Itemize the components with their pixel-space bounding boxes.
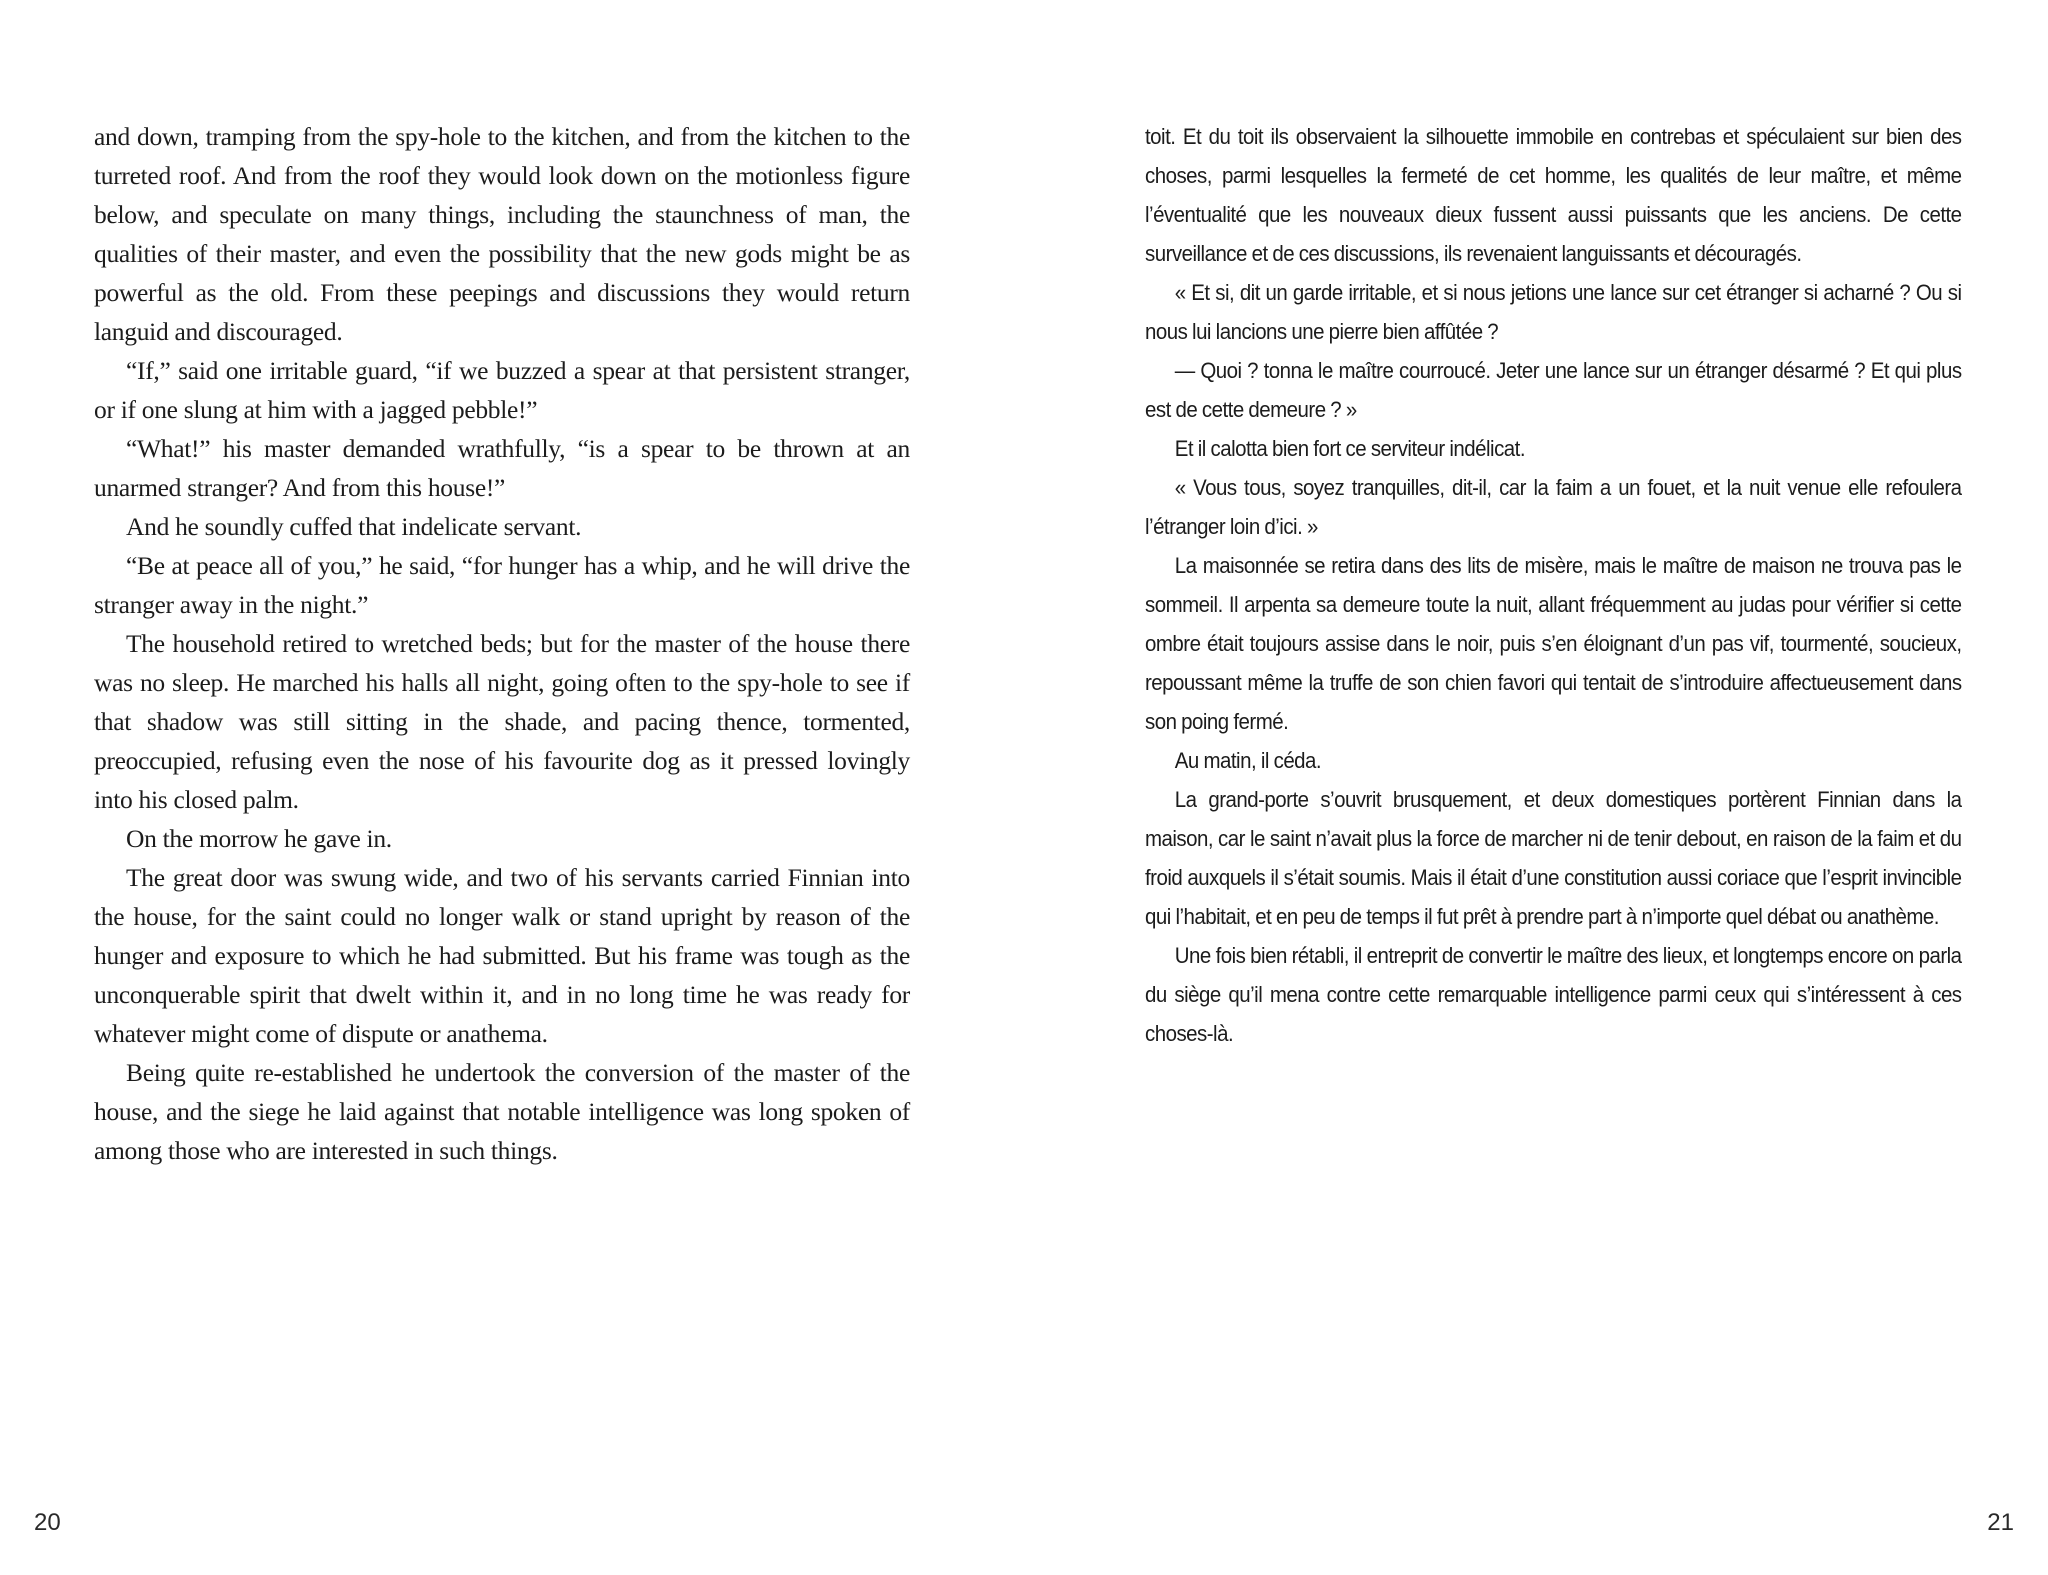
paragraph: La maisonnée se retira dans des lits de misère, mais le maître de maison ne trouva pas le sommeil. Il arpenta sa demeure toute la nuit, allant fréquemment au judas pour vérifier si cette ombre était toujours assise dans le noir, puis s’en éloignant d’un pas vif, tourmenté, soucieux, repoussant même la truffe de son chien favori qui tentait de s’introduire affectueusement dans son poing fermé. bbox=[1145, 553, 1962, 734]
paragraph: The household retired to wretched beds; but for the master of the house there was no sleep. He marched his halls all night, going often to the spy-hole to see if that shadow was still sitting in the shade, and pacing thence, tormented, preoccupied, refusing even the nose of his favourite dog as it pressed lovingly into his closed palm. bbox=[94, 629, 910, 814]
paragraph: And he soundly cuffed that indelicate servant. bbox=[126, 512, 582, 541]
paragraph: and down, tramping from the spy-hole to the kitchen, and from the kitchen to the turreted roof. And from the roof they would look down on the motionless figure below, and speculate on many things, including the staunchness of man, the qualities of their master, and even the possibility that the new gods might be as powerful as the old. From these peepings and discussions they would return languid and discouraged. bbox=[94, 122, 910, 346]
paragraph: Et il calotta bien fort ce serviteur indélicat. bbox=[1174, 436, 1526, 461]
paragraph: “If,” said one irritable guard, “if we buzzed a spear at that persistent stranger, or if one slung at him with a jagged pebble!” bbox=[94, 356, 910, 424]
paragraph: La grand-porte s’ouvrit brusquement, et deux domestiques portèrent Finnian dans la maison, car le saint n’avait plus la force de marcher ni de tenir debout, en raison de la faim et du froid auxquels il s’était soumis. Mais il était d’une constitution aussi coriace que l’esprit invincible qui l’habitait, et en peu de temps il fut prêt à prendre part à n’importe quel débat ou anathème. bbox=[1145, 787, 1962, 929]
page-number: 21 bbox=[1987, 1509, 2014, 1536]
paragraph: « Et si, dit un garde irritable, et si nous jetions une lance sur cet étranger si acharné ? Ou si nous lui lancions une pierre bien affûtée ? bbox=[1145, 280, 1962, 344]
paragraph: Being quite re-established he undertook the conversion of the master of the house, and the siege he laid against that notable intelligence was long spoken of among those who are interested in such things. bbox=[94, 1058, 910, 1165]
paragraph: “Be at peace all of you,” he said, “for hunger has a whip, and he will drive the stranger away in the night.” bbox=[94, 551, 910, 619]
french-text bbox=[1145, 117, 1962, 1053]
paragraph: « Vous tous, soyez tranquilles, dit-il, car la faim a un fouet, et la nuit venue elle refoulera l’étranger loin d’ici. » bbox=[1145, 475, 1962, 539]
paragraph: Au matin, il céda. bbox=[1174, 748, 1322, 773]
paragraph: “What!” his master demanded wrathfully, “is a spear to be thrown at an unarmed stranger? And from this house!” bbox=[94, 434, 910, 502]
english-text bbox=[94, 117, 910, 1170]
paragraph: — Quoi ? tonna le maître courroucé. Jeter une lance sur un étranger désarmé ? Et qui plus est de cette demeure ? » bbox=[1145, 358, 1962, 422]
paragraph: On the morrow he gave in. bbox=[126, 824, 392, 853]
paragraph: The great door was swung wide, and two of his servants carried Finnian into the house, for the saint could no longer walk or stand upright by reason of the hunger and exposure to which he had submitted. But his frame was tough as the unconquerable spirit that dwelt within it, and in no long time he was ready for whatever might come of dispute or anathema. bbox=[94, 863, 910, 1048]
paragraph: Une fois bien rétabli, il entreprit de convertir le maître des lieux, et longtemps encore on parla du siège qu’il mena contre cette remarquable intelligence parmi ceux qui s’intéressent à ces choses-là. bbox=[1145, 943, 1962, 1046]
paragraph: toit. Et du toit ils observaient la silhouette immobile en contrebas et spéculaient sur bien des choses, parmi lesquelles la fermeté de cet homme, les qualités de leur maître, et même l’éventualité que les nouveaux dieux fussent aussi puissants que les anciens. De cette surveillance et de ces discussions, ils revenaient languissants et découragés. bbox=[1145, 124, 1962, 266]
right-page bbox=[1024, 0, 2048, 1575]
page-number: 20 bbox=[34, 1509, 61, 1536]
